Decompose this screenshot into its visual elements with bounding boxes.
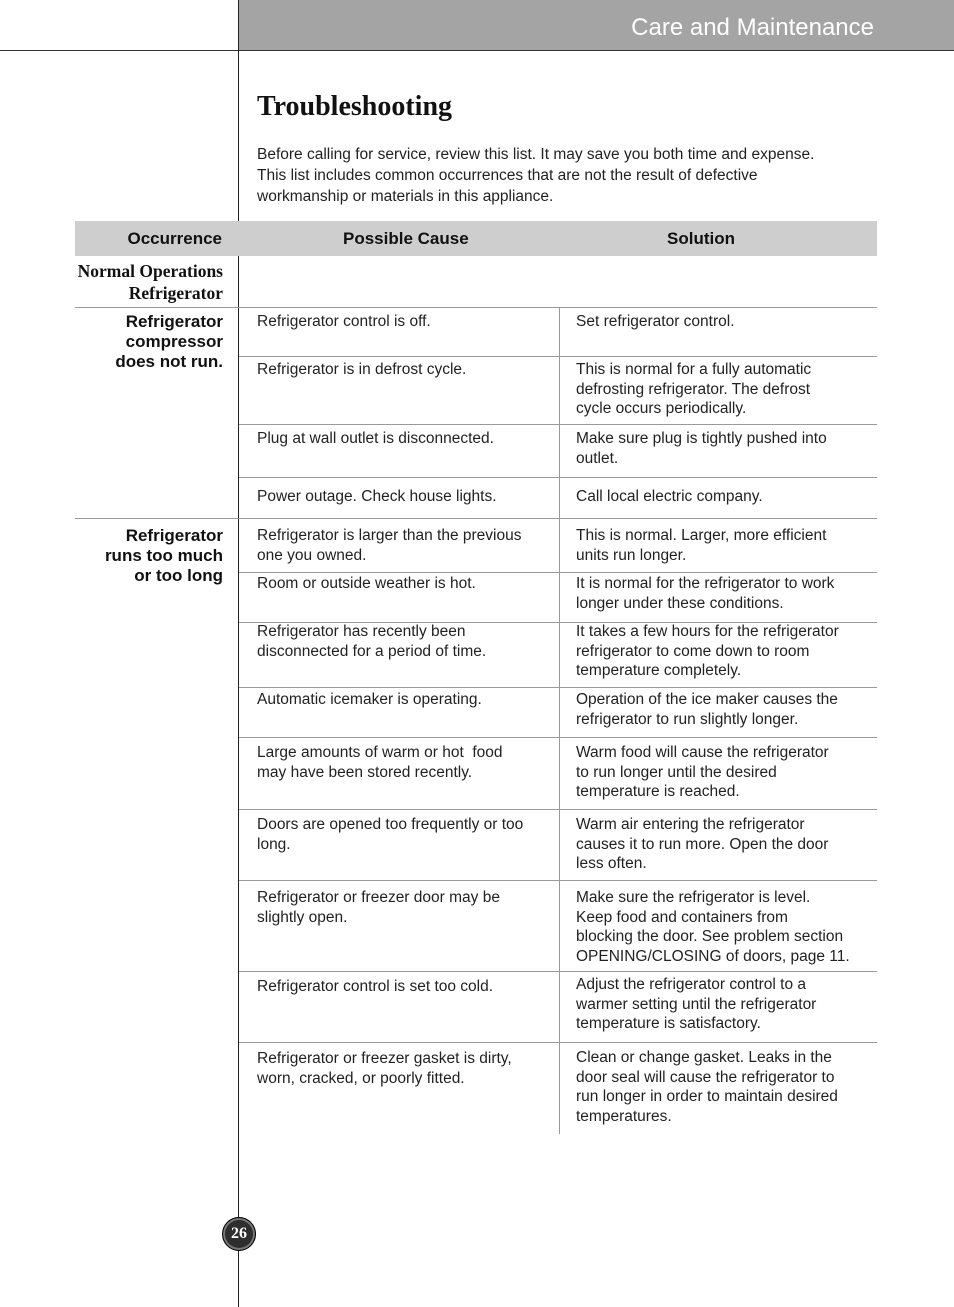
solution-line: It is normal for the refrigerator to work <box>576 575 835 592</box>
cause-cell <box>257 977 557 997</box>
solution-line: Make sure plug is tightly pushed into <box>576 430 827 447</box>
solution-line: Clean or change gasket. Leaks in the <box>576 1049 832 1066</box>
solution-cell <box>576 622 874 681</box>
cause-cell <box>257 360 557 380</box>
row-divider <box>239 1042 877 1043</box>
group-divider <box>75 518 877 519</box>
solution-line: OPENING/CLOSING of doors, page 11. <box>576 947 850 965</box>
solution-cell <box>576 312 874 332</box>
solution-line: blocking the door. See problem section <box>576 928 844 946</box>
row-divider <box>239 424 877 425</box>
occurrence-line: runs too much <box>104 546 223 565</box>
solution-cell <box>576 888 874 966</box>
solution-cell <box>576 815 874 874</box>
cause-line: Doors are opened too frequently or too <box>257 816 524 833</box>
cause-line: Large amounts of warm or hot food <box>257 744 503 761</box>
cause-line: Refrigerator control is set too cold. <box>257 978 494 995</box>
cause-cell <box>257 574 557 594</box>
cause-line: slightly open. <box>257 908 348 926</box>
cause-line: Plug at wall outlet is disconnected. <box>257 430 494 447</box>
solution-line: cycle occurs periodically. <box>576 400 747 418</box>
row-divider <box>239 356 877 357</box>
solution-line: units run longer. <box>576 546 687 564</box>
cause-cell <box>257 815 557 854</box>
cause-cell <box>257 429 557 449</box>
solution-line: temperature completely. <box>576 662 742 680</box>
cause-line: worn, cracked, or poorly fitted. <box>257 1069 465 1087</box>
cause-cell <box>257 622 557 661</box>
row-divider <box>239 809 877 810</box>
section-title: Care and Maintenance <box>631 14 874 41</box>
occurrence-label <box>115 312 223 372</box>
row-divider <box>239 971 877 972</box>
cause-line: may have been stored recently. <box>257 763 473 781</box>
solution-cell <box>576 487 874 507</box>
header-occurrence: Occurrence <box>127 229 222 248</box>
solution-cell <box>576 526 874 565</box>
cause-line: Refrigerator or freezer gasket is dirty, <box>257 1050 512 1067</box>
solution-cell <box>576 1048 874 1126</box>
cause-cell <box>257 312 557 332</box>
solution-line: Set refrigerator control. <box>576 313 735 330</box>
cause-line: Refrigerator is larger than the previous <box>257 527 522 544</box>
cause-cell <box>257 487 557 507</box>
cause-line: long. <box>257 835 291 853</box>
solution-line: defrosting refrigerator. The defrost <box>576 380 811 398</box>
cause-line: disconnected for a period of time. <box>257 642 487 660</box>
solution-line: Adjust the refrigerator control to a <box>576 976 807 993</box>
cause-line: Refrigerator control is off. <box>257 313 431 330</box>
cause-line: one you owned. <box>257 546 367 564</box>
page-title: Troubleshooting <box>257 91 453 122</box>
header-solution: Solution <box>667 229 735 248</box>
header-rule <box>0 50 954 51</box>
solution-line: Make sure the refrigerator is level. <box>576 889 811 906</box>
cause-line: Room or outside weather is hot. <box>257 575 476 592</box>
solution-line: Warm food will cause the refrigerator <box>576 744 829 761</box>
group-divider <box>75 307 877 308</box>
solution-line: Keep food and containers from <box>576 908 788 926</box>
solution-line: This is normal for a fully automatic <box>576 361 812 378</box>
intro-line: This list includes common occurrences that are not the result of defective <box>257 167 758 184</box>
solution-line: door seal will cause the refrigerator to <box>576 1068 835 1086</box>
solution-cell <box>576 975 874 1034</box>
category-line: Refrigerator <box>128 283 223 303</box>
intro-paragraph <box>257 144 867 207</box>
row-divider <box>239 572 877 573</box>
solution-line: Warm air entering the refrigerator <box>576 816 805 833</box>
row-divider <box>239 687 877 688</box>
solution-line: temperatures. <box>576 1107 672 1125</box>
solution-cell <box>576 429 874 468</box>
solution-line: temperature is reached. <box>576 783 740 801</box>
category-line: Normal Operations <box>77 261 223 281</box>
solution-cell <box>576 690 874 729</box>
intro-line: workmanship or materials in this appliance. <box>257 188 554 205</box>
solution-line: This is normal. Larger, more efficient <box>576 527 827 544</box>
occurrence-line: or too long <box>134 566 223 585</box>
cause-cell <box>257 1049 557 1088</box>
solution-line: refrigerator to run slightly longer. <box>576 710 799 728</box>
cause-line: Refrigerator is in defrost cycle. <box>257 361 467 378</box>
solution-line: run longer in order to maintain desired <box>576 1088 838 1106</box>
cause-line: Automatic icemaker is operating. <box>257 691 482 708</box>
solution-line: refrigerator to come down to room <box>576 642 810 660</box>
solution-line: longer under these conditions. <box>576 594 784 612</box>
occurrence-line: compressor <box>125 332 223 351</box>
cause-cell <box>257 743 557 782</box>
cause-line: Refrigerator has recently been <box>257 623 466 640</box>
header-possible-cause: Possible Cause <box>343 229 469 248</box>
cause-line: Power outage. Check house lights. <box>257 488 497 505</box>
solution-line: It takes a few hours for the refrigerator <box>576 623 839 640</box>
solution-line: Operation of the ice maker causes the <box>576 691 838 708</box>
occurrence-line: Refrigerator <box>125 526 223 545</box>
solution-line: warmer setting until the refrigerator <box>576 995 817 1013</box>
solution-line: less often. <box>576 855 647 873</box>
solution-cell <box>576 360 874 419</box>
cause-cell <box>257 690 557 710</box>
cause-cell <box>257 888 557 927</box>
margin-rule <box>238 0 239 1307</box>
solution-line: temperature is satisfactory. <box>576 1015 761 1033</box>
category-label <box>78 260 223 304</box>
occurrence-line: Refrigerator <box>125 312 223 331</box>
page-number: 26 <box>222 1217 256 1251</box>
row-divider <box>239 880 877 881</box>
cause-line: Refrigerator or freezer door may be <box>257 889 500 906</box>
row-divider <box>239 737 877 738</box>
occurrence-label <box>105 526 223 586</box>
table-header <box>75 221 877 256</box>
intro-line: Before calling for service, review this list. It may save you both time and expense. <box>257 146 815 163</box>
column-divider <box>559 308 560 518</box>
occurrence-line: does not run. <box>115 352 223 371</box>
row-divider <box>239 477 877 478</box>
solution-line: Call local electric company. <box>576 488 763 505</box>
header-band <box>239 0 954 50</box>
solution-cell <box>576 574 874 613</box>
solution-line: outlet. <box>576 449 619 467</box>
solution-line: causes it to run more. Open the door <box>576 835 829 853</box>
solution-cell <box>576 743 874 802</box>
solution-line: to run longer until the desired <box>576 763 777 781</box>
cause-cell <box>257 526 557 565</box>
